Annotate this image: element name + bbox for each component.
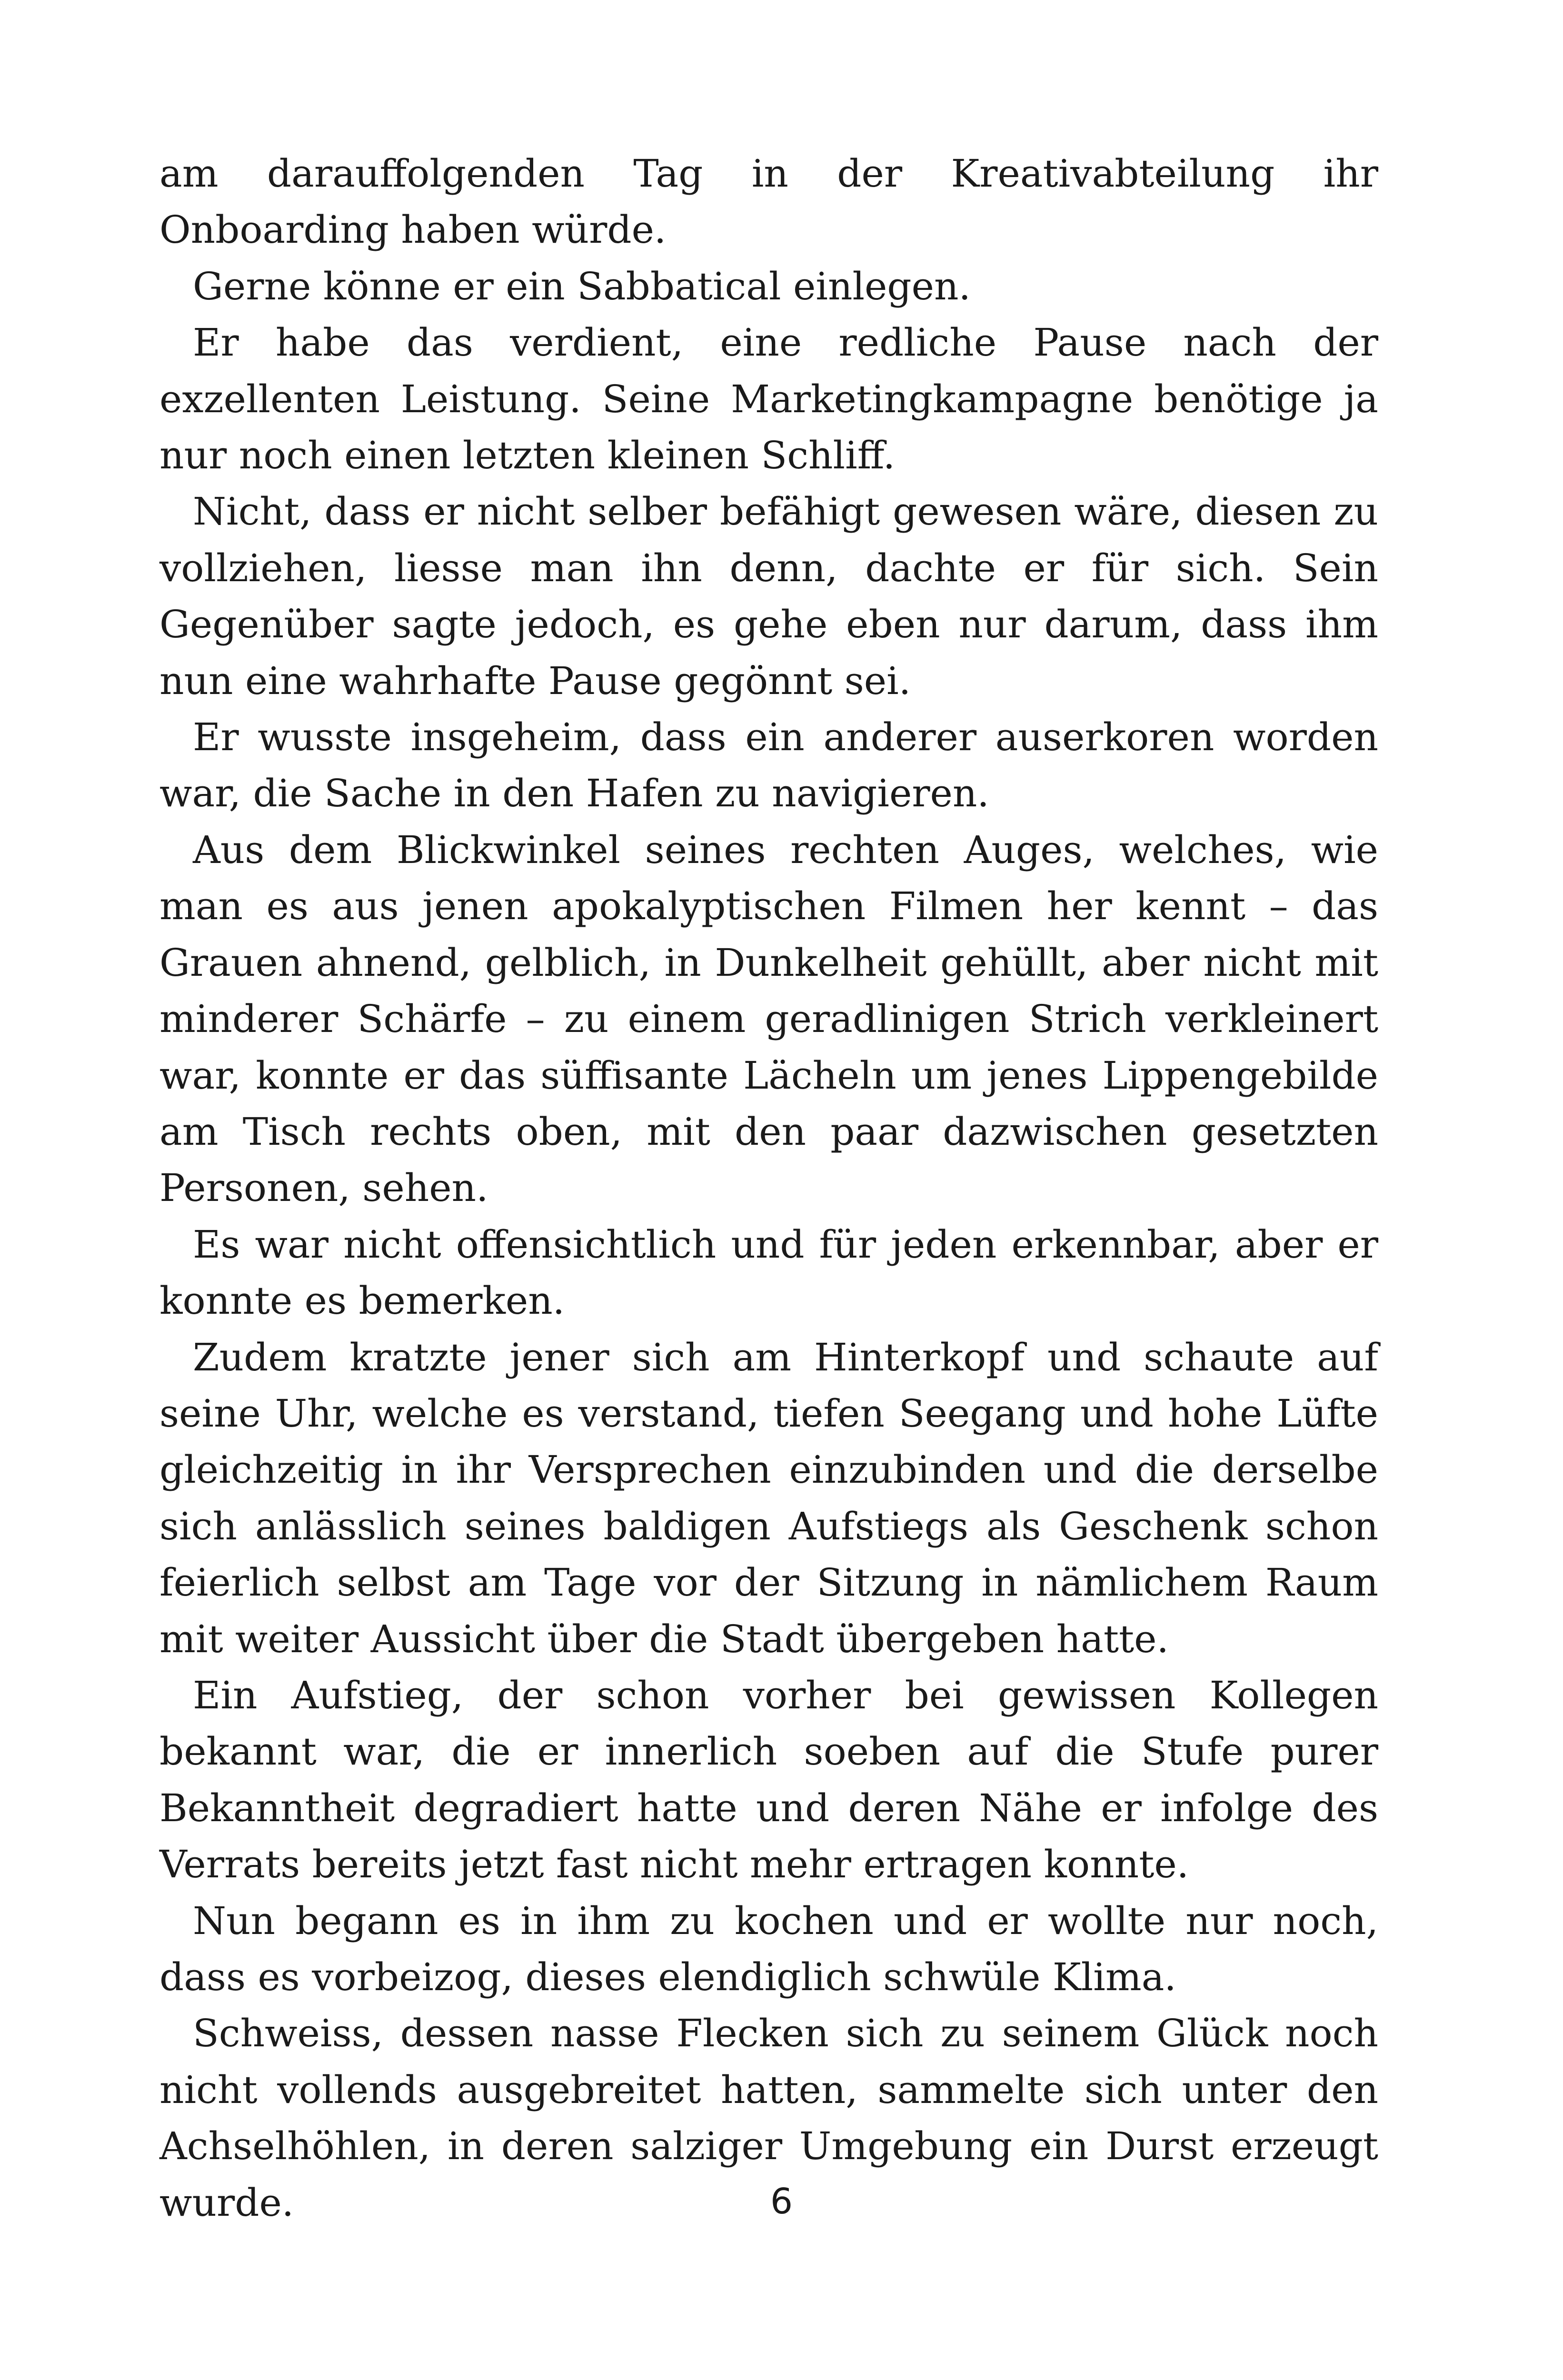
paragraph-2: Gerne könne er ein Sabbatical einlegen.	[193, 264, 971, 308]
paragraph-5: Er wusste insgeheim, dass ein anderer auserkoren worden war, die Sache in den Hafen zu navigieren.	[159, 715, 1378, 816]
paragraph-7: Es war nicht offensichtlich und für jeden erkennbar, aber er konnte es bemerken.	[159, 1222, 1378, 1323]
paragraph-1: am darauffolgenden Tag in der Kreativabteilung ihr Onboarding haben würde.	[159, 151, 1378, 252]
paragraph-8: Zudem kratzte jener sich am Hinterkopf und schaute auf seine Uhr, welche es verstand, tiefen Seegang und hohe Lüfte gleichzeitig in ihr Versprechen einzubinden und die derselbe sich anlässlich seines baldigen Aufstiegs als Geschenk schon feierlich selbst am Tage vor der Sitzung in nämlichem Raum mit weiter Aussicht über die Stadt übergeben hatte.	[159, 1335, 1378, 1661]
paragraph-6: Aus dem Blickwinkel seines rechten Auges, welches, wie man es aus jenen apokalyptischen Filmen her kennt – das Grauen ahnend, gelblich, in Dunkelheit gehüllt, aber nicht mit minderer Schärfe – zu einem geradlinigen Strich verkleinert war, konnte er das süffisante Lächeln um jenes Lippengebilde am Tisch rechts oben, mit den paar dazwischen gesetzten Personen, sehen.	[159, 827, 1378, 1210]
page-number: 6	[770, 2181, 793, 2222]
paragraph-9: Ein Aufstieg, der schon vorher bei gewissen Kollegen bekannt war, die er innerlich soeben auf die Stufe purer Bekanntheit degradiert hatte und deren Nähe er infolge des Verrats bereits jetzt fast nicht mehr ertragen konnte.	[159, 1673, 1378, 1887]
paragraph-3: Er habe das verdient, eine redliche Pause nach der exzellenten Leistung. Seine Marketingkampagne benötige ja nur noch einen letzten kleinen Schliff.	[159, 320, 1378, 478]
body-text	[159, 146, 1378, 2231]
paragraph-10: Nun begann es in ihm zu kochen und er wollte nur noch, dass es vorbeizog, dieses elendiglich schwüle Klima.	[159, 1898, 1378, 1999]
paragraph-4: Nicht, dass er nicht selber befähigt gewesen wäre, diesen zu vollziehen, liesse man ihn denn, dachte er für sich. Sein Gegenüber sagte jedoch, es gehe eben nur darum, dass ihm nun eine wahrhafte Pause gegönnt sei.	[159, 489, 1378, 703]
paragraph-11: Schweiss, dessen nasse Flecken sich zu seinem Glück noch nicht vollends ausgebreitet hatten, sammelte sich unter den Achselhöhlen, in deren salziger Umgebung ein Durst erzeugt wurde.	[159, 2011, 1378, 2225]
